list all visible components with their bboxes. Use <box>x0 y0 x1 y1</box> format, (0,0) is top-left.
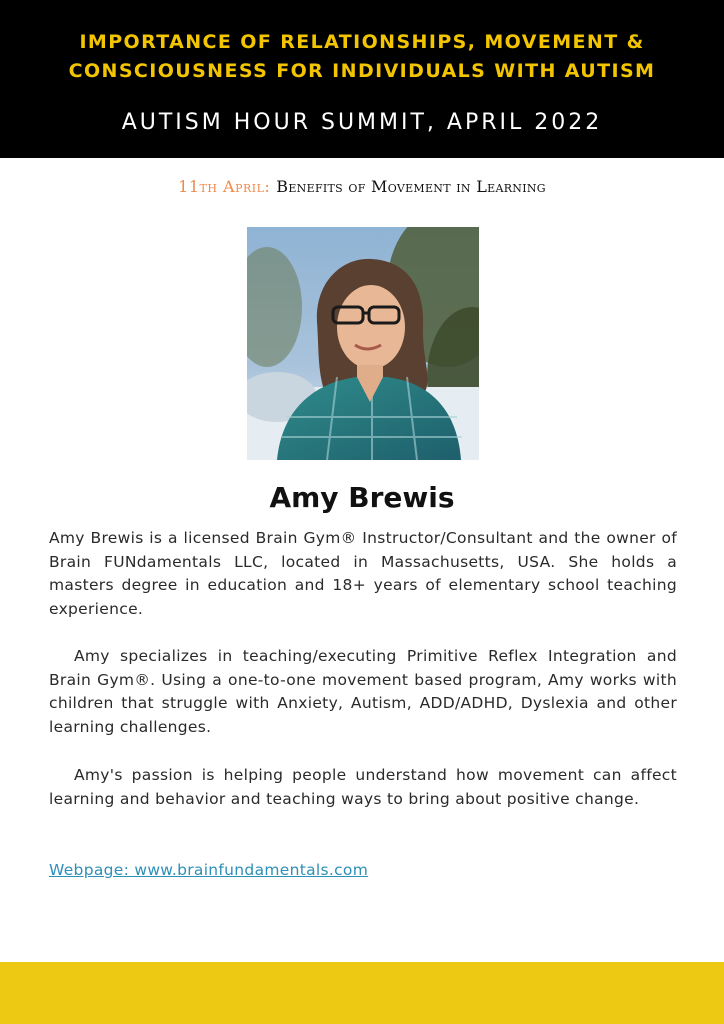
speaker-name: Amy Brewis <box>269 481 455 514</box>
session-date: 11th April: <box>178 177 271 196</box>
session-topic: Benefits of Movement in Learning <box>276 177 546 196</box>
event-title <box>0 28 724 86</box>
bio-paragraph-3: Amy's passion is helping people understand how movement can affect learning and behavior and teaching ways to bring about positive change. <box>49 766 677 808</box>
session-line <box>0 175 724 199</box>
speaker-portrait-image <box>247 227 479 460</box>
bio-paragraph-1: Amy Brewis is a licensed Brain Gym® Instructor/Consultant and the owner of Brain FUNdamentals LLC, located in Massachusetts, USA. She holds a masters degree in education and 18+ years of elementary school teaching experience. <box>49 529 677 618</box>
speaker-photo <box>247 227 479 460</box>
footer-bar <box>0 962 724 1024</box>
webpage-link[interactable]: Webpage: www.brainfundamentals.com <box>49 861 369 879</box>
event-title-line-2: CONSCIOUSNESS FOR INDIVIDUALS WITH AUTISM <box>68 60 656 82</box>
event-subtitle: AUTISM HOUR SUMMIT, APRIL 2022 <box>121 110 603 135</box>
event-title-line-1: IMPORTANCE OF RELATIONSHIPS, MOVEMENT & <box>79 31 645 53</box>
header-banner <box>0 0 724 158</box>
bio-paragraph-2: Amy specializes in teaching/executing Primitive Reflex Integration and Brain Gym®. Using a one-to-one movement based program, Amy works with children that struggle with Anxiety, Autism, ADD/ADHD, Dyslexia and other learning challenges. <box>49 647 677 736</box>
